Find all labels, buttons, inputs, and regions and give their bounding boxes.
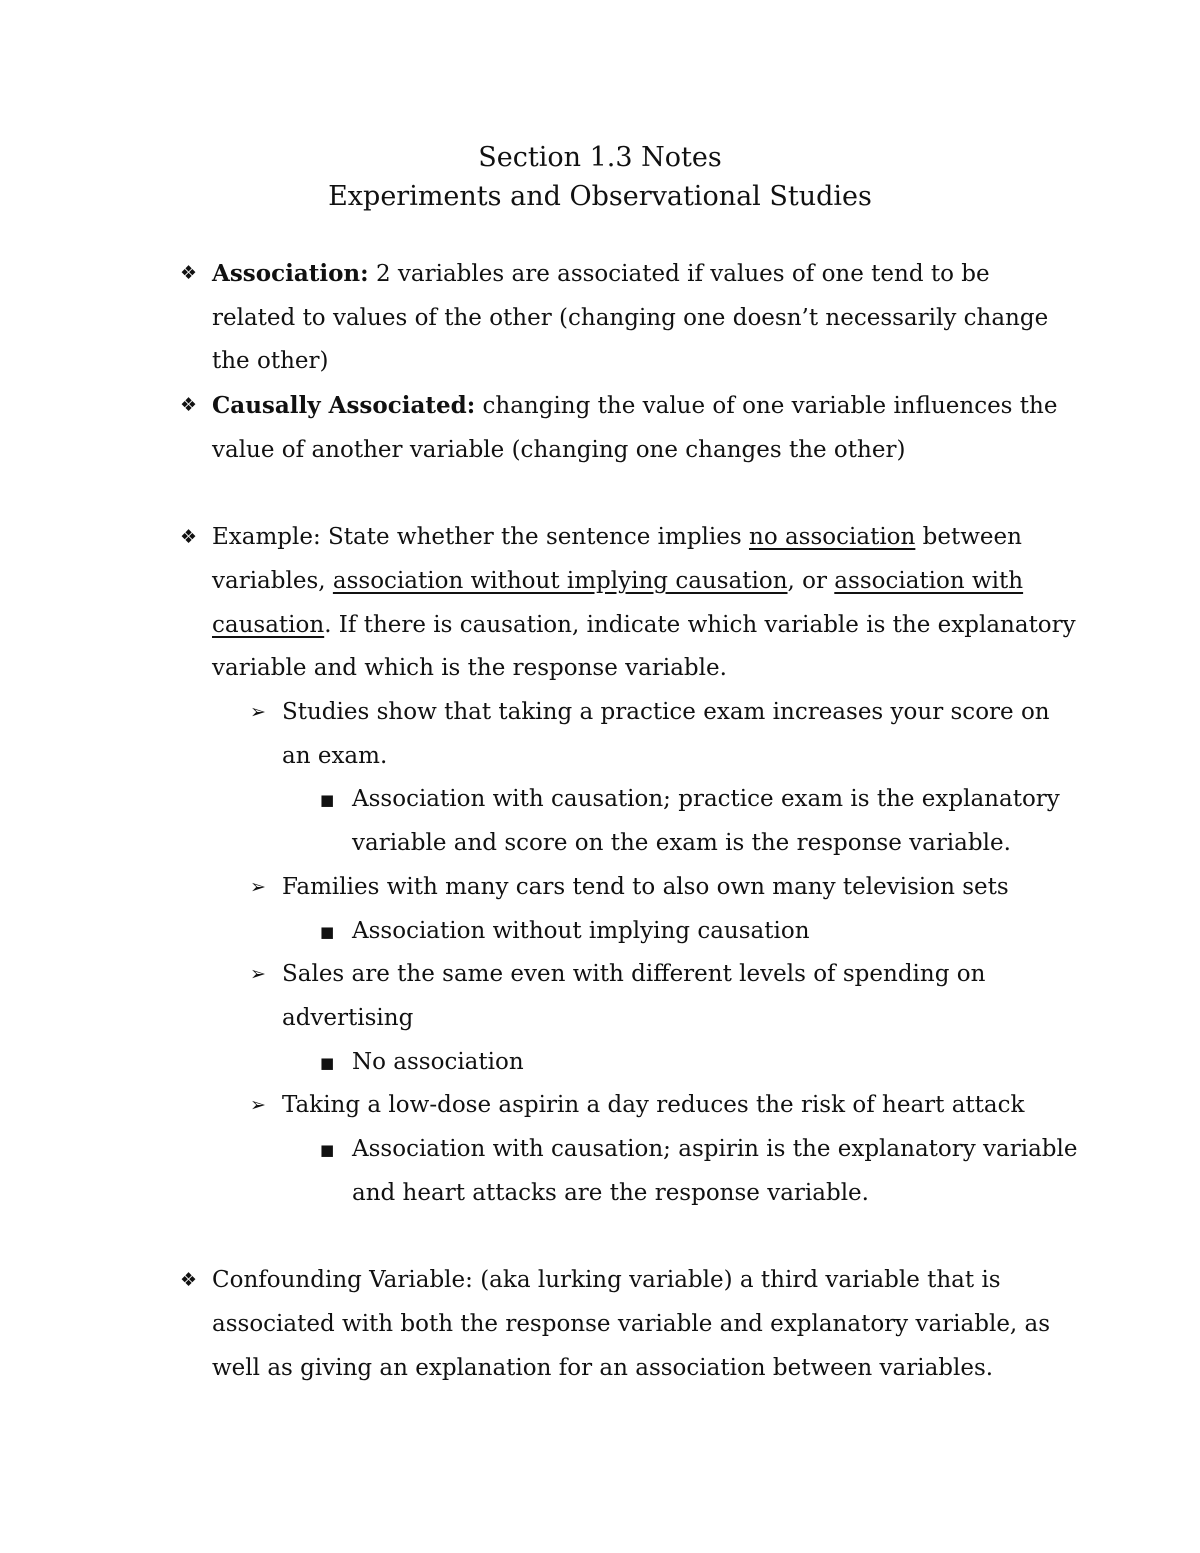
example-case [250, 691, 1080, 778]
case-statement: Families with many cars tend to also own many television sets [282, 873, 1009, 900]
title-line-1: Section 1.3 Notes [478, 142, 722, 173]
notes-content [180, 252, 1080, 1390]
case-answer [320, 1128, 1080, 1215]
case-answer [320, 1041, 1080, 1085]
case-statement: Taking a low-dose aspirin a day reduces the risk of heart attack [282, 1092, 1025, 1119]
square-bullet-icon: ■ [320, 922, 335, 941]
causal-term: Causally Associated: [212, 392, 476, 420]
example-text-1: Example: State whether the sentence implies [212, 524, 749, 551]
case-answer [320, 778, 1080, 865]
diamond-bullet-icon: ❖ [180, 394, 198, 417]
case-statement: Studies show that taking a practice exam increases your score on an exam. [282, 699, 1050, 769]
spacer [180, 1215, 1080, 1259]
no-association-term: no association [749, 524, 916, 551]
causal-definition [180, 384, 1080, 472]
square-bullet-icon: ■ [320, 1053, 335, 1072]
association-without-causation-term: association without implying causation [332, 567, 788, 594]
confounding-definition [180, 1259, 1080, 1390]
square-bullet-icon: ■ [320, 1141, 335, 1160]
case-answer [320, 910, 1080, 954]
association-definition [180, 252, 1080, 384]
example-text-2: between variables, [212, 524, 1022, 594]
association-term: Association: [212, 260, 369, 287]
case-answer-text: Association with causation; aspirin is the explanatory variable and heart attacks are the response variable. [352, 1136, 1078, 1206]
spacer [180, 473, 1080, 517]
arrow-bullet-icon: ➢ [250, 963, 266, 986]
diamond-bullet-icon: ❖ [180, 262, 198, 284]
example-case [250, 1084, 1080, 1128]
example-prompt [180, 516, 1080, 691]
confounding-text: Confounding Variable: (aka lurking variable) a third variable that is associated with both the response variable and explanatory variable, as well as giving an explanation for an association between variables. [212, 1267, 1051, 1381]
example-case [250, 953, 1080, 1040]
case-answer-text: No association [352, 1048, 524, 1075]
diamond-bullet-icon: ❖ [180, 1269, 198, 1292]
case-statement: Sales are the same even with different levels of spending on advertising [282, 961, 986, 1031]
example-text-3: , or [787, 567, 835, 594]
association-text: 2 variables are associated if values of one tend to be related to values of the other (changing one doesn’t necessarily change the other) [212, 261, 1049, 375]
case-answer-text: Association without implying causation [352, 917, 810, 944]
arrow-bullet-icon: ➢ [250, 1094, 266, 1117]
arrow-bullet-icon: ➢ [250, 875, 266, 898]
arrow-bullet-icon: ➢ [250, 701, 266, 724]
case-answer-text: Association with causation; practice exam is the explanatory variable and score on the exam is the response variable. [352, 786, 1060, 857]
title-line-2: Experiments and Observational Studies [328, 181, 872, 212]
square-bullet-icon: ■ [320, 791, 335, 810]
page-title [0, 138, 1200, 216]
association-with-causation-term: association with causation [212, 567, 1024, 638]
diamond-bullet-icon: ❖ [180, 526, 198, 549]
causal-text: changing the value of one variable influences the value of another variable (changing one changes the other) [212, 393, 1058, 463]
example-case [250, 866, 1080, 910]
example-text-4: . If there is causation, indicate which variable is the explanatory variable and which is the response variable. [212, 611, 1076, 682]
